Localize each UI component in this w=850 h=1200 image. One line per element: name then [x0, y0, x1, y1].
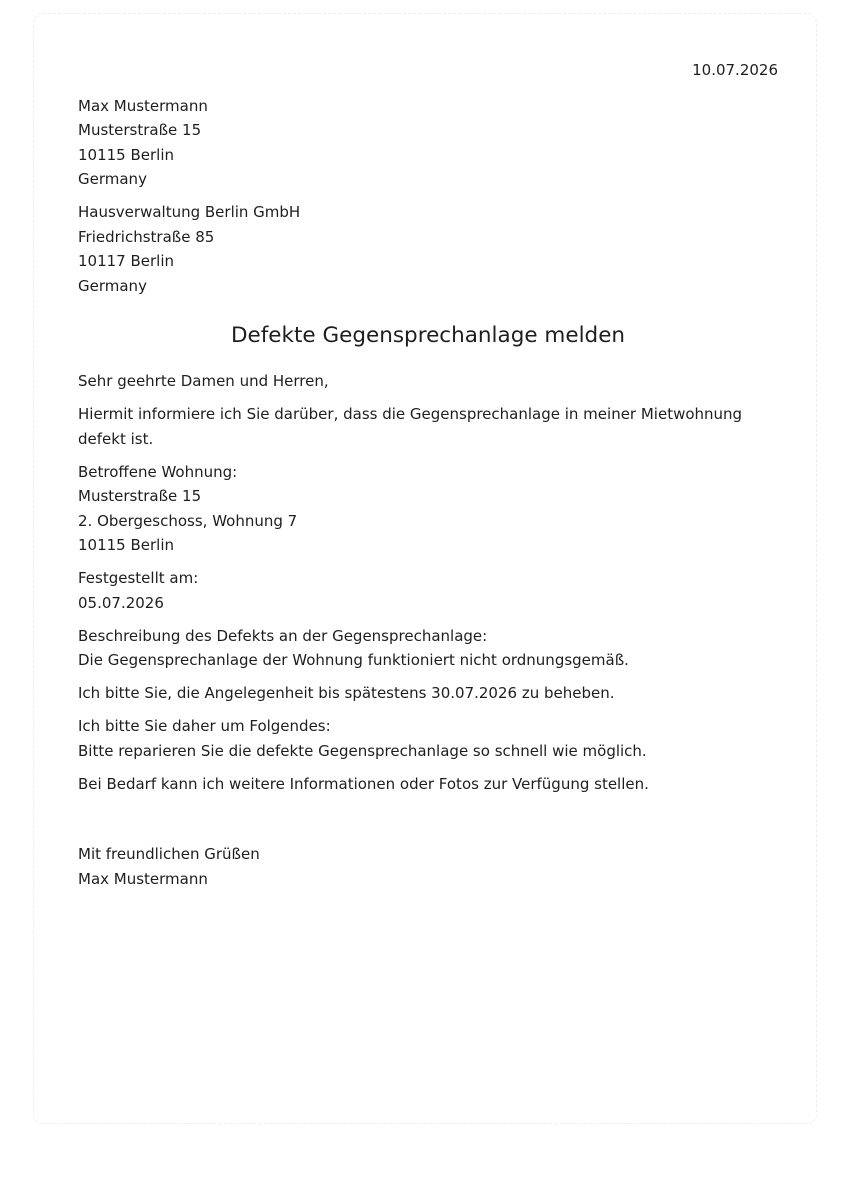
defect-block — [78, 624, 778, 673]
recipient-country: Germany — [78, 276, 147, 295]
signature-name: Max Mustermann — [78, 869, 208, 888]
request-block — [78, 714, 778, 763]
recipient-name: Hausverwaltung Berlin GmbH — [78, 203, 301, 221]
apartment-label: Betroffene Wohnung: — [78, 462, 238, 481]
closing-phrase: Mit freundlichen Grüßen — [78, 845, 260, 863]
request-text: Bitte reparieren Sie die defekte Gegensprechanlage so schnell wie möglich. — [78, 741, 647, 760]
apartment-unit: 2. Obergeschoss, Wohnung 7 — [78, 511, 298, 530]
letter-subject: Defekte Gegensprechanlage melden — [230, 323, 626, 348]
salutation: Sehr geehrte Damen und Herren, — [78, 372, 329, 390]
apartment-city: 10115 Berlin — [78, 536, 175, 554]
recipient-city: 10117 Berlin — [78, 252, 175, 270]
noticed-block — [78, 566, 778, 615]
noticed-label: Festgestellt am: — [78, 569, 199, 587]
sender-street: Musterstraße 15 — [78, 121, 202, 139]
letter-content — [78, 58, 778, 891]
sender-name: Max Mustermann — [78, 96, 208, 115]
noticed-date: 05.07.2026 — [78, 593, 164, 612]
letter-date: 10.07.2026 — [692, 61, 778, 79]
request-label: Ich bitte Sie daher um Folgendes: — [78, 717, 331, 735]
offer-paragraph: Bei Bedarf kann ich weitere Informationen oder Fotos zur Verfügung stellen. — [78, 774, 649, 793]
recipient-address — [78, 200, 778, 298]
defect-label: Beschreibung des Defekts an der Gegensprechanlage: — [78, 626, 488, 645]
apartment-block — [78, 460, 778, 558]
closing-block — [78, 842, 778, 891]
intro-paragraph: Hiermit informiere ich Sie darüber, dass die Gegensprechanlage in meiner Mietwohnung defekt ist. — [78, 405, 743, 448]
deadline-paragraph: Ich bitte Sie, die Angelegenheit bis spätestens 30.07.2026 zu beheben. — [78, 684, 615, 702]
sender-city: 10115 Berlin — [78, 145, 175, 164]
recipient-street: Friedrichstraße 85 — [78, 227, 215, 246]
defect-text: Die Gegensprechanlage der Wohnung funktioniert nicht ordnungsgemäß. — [78, 651, 629, 669]
sender-country: Germany — [78, 170, 147, 188]
sender-address — [78, 94, 778, 192]
apartment-street: Musterstraße 15 — [78, 487, 202, 505]
